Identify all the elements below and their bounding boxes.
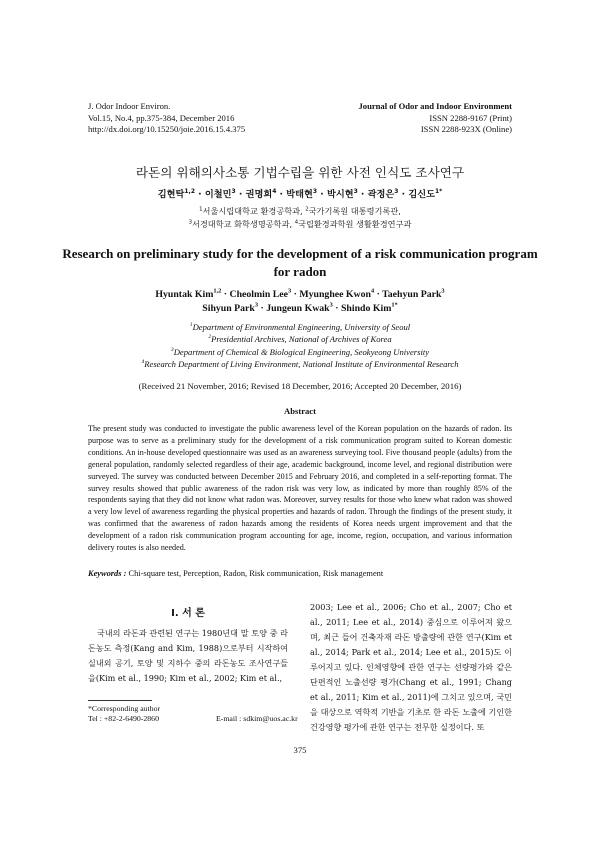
english-authors-line1: Hyuntak Kim$^{1,2}$ · Cheolmin Lee$^3$ · Myunghee Kwon$^4$ · Taehyun Park$^3$: [155, 287, 445, 300]
english-authors: [0, 288, 600, 316]
korean-affiliations: [0, 205, 600, 231]
author-name: 김현탁: [157, 189, 185, 200]
journal-header-left: [88, 101, 245, 136]
english-aff-2: $^2$Presidential Archives, National of Archives of Korea: [208, 334, 392, 345]
abstract-body: The present study was conducted to investigate the public awareness level of the Korean population on the hazards of radon. Its purpose was to serve as a preliminary study for the development of a risk communication program suited to Korean domestic conditions. An in-house developed questionnaire was used as an awareness surveying tool. Five thousand people (adults) from the general population, randomly selected regardless of their age, academic background, income level, and regional distribution were surveyed. The survey was conducted between December 2015 and February 2016, and completed in a self-reporting format. The survey results showed that public awareness of the radon risk was very low, as indicated by more than roughly 85% of the respondents saying that they did not know what radon was. Moreover, survey results for those who knew what radon was showed a very low level of awareness regarding the physical properties and hazards of radon. Through the findings of the present study, it was confirmed that the awareness of radon hazards among the residents of Korea needs urgent improvement and that the development of a radon risk communication program accounting for age, income, region, occupation, and various information delivery routes is also needed.: [88, 424, 512, 553]
author-sup: 1*: [434, 187, 443, 195]
author-sup: 1,2: [184, 187, 195, 195]
english-affiliations: [0, 321, 600, 371]
korean-authors: 김현탁$^{1,2}$ · 이철민$^3$ · 권명희$^4$ · 박태현$^3$ · 박시현$^3$ · 곽정은$^3$ · 김신도$^{1*}$: [157, 187, 443, 200]
footnote: [88, 704, 160, 724]
author-sup: 4: [272, 187, 277, 195]
body-column-right: 2003; Lee et al., 2006; Cho et al., 2007; Cho et al., 2011; Lee et al., 2014) 중심으로 이루어져 왔으며, 최근 들어 건축자재 라돈 방출량에 관한 연구(Kim et al., 2014; Park et al., 2014; Lee et al., 2015)도 이루어지고 있다. 인체영향에 관한 연구는 선량평가와 같은 단편적인 노출선량 평가(Chang et al., 1991; Chang et al., 2011; Kim et al., 2011)에 그치고 있으며, 국민을 대상으로 역학적 기반을 기초로 한 라돈 노출에 기인한 건강영향 평가에 관한 연구는 전무한 실정이다. 또: [310, 602, 512, 732]
korean-aff-line2: $^3$서경대학교 화학생명공학과, $^4$국립환경과학원 생활환경연구과: [188, 219, 412, 229]
author-name: 이철민: [204, 189, 232, 200]
author-name: 박태현: [286, 189, 313, 200]
author-name: 권명희: [245, 189, 273, 200]
keywords-list: Chi-square test, Perception, Radon, Risk communication, Risk management: [126, 569, 384, 578]
author-sup: 3: [394, 187, 399, 195]
body-column-left: 국내의 라돈과 관련된 연구는 1980년대 말 토양 중 라돈농도 측정(Kang and Kim, 1988)으로부터 시작하여 실내외 공기, 토양 및 지하수 중의 라돈농도 조사연구들을(Kim et al., 1990; Kim et al., 2002; Kim et al.,: [88, 628, 288, 683]
keywords-label: Keywords :: [88, 569, 127, 578]
corresponding-author-label: *Corresponding author: [88, 704, 161, 713]
journal-header-right: [358, 101, 512, 136]
author-sup: 3: [353, 187, 358, 195]
received-dates: (Received 21 November, 2016; Revised 18 December, 2016; Accepted 20 December, 2016): [138, 381, 462, 391]
abstract-heading: Abstract: [284, 406, 316, 416]
author-sup: 3: [312, 187, 318, 195]
author-sup: 3: [231, 187, 236, 195]
volume-info: Vol.15, No.4, pp.375-384, December 2016: [88, 112, 235, 123]
author-name: 김신도: [408, 189, 435, 200]
author-name: 곽정은: [367, 189, 395, 200]
keywords: [88, 569, 512, 578]
journal-abbrev: J. Odor Indoor Environ.: [88, 101, 171, 111]
journal-name: Journal of Odor and Indoor Environment: [358, 101, 512, 111]
corresponding-email[interactable]: E-mail : sdkim@uos.ac.kr: [216, 714, 298, 723]
english-aff-3: $^3$Department of Chemical & Biological Engineering, Seokyeong University: [170, 346, 430, 357]
korean-aff-line1: $^1$서울시립대학교 환경공학과, $^2$국가기록원 대통령기록관,: [199, 206, 401, 216]
issn-print: ISSN 2288-9167 (Print): [429, 112, 512, 123]
author-name: 박시현: [326, 189, 354, 200]
english-title: Research on preliminary study for the development of a risk communication program for radon: [62, 246, 538, 279]
section-title-introduction: I. 서 론: [171, 608, 205, 619]
english-aff-4: $^4$Research Department of Living Environment, National Institute of Environmental Research: [141, 359, 459, 370]
page-number: 375: [293, 745, 307, 755]
issn-online: ISSN 2288-923X (Online): [420, 124, 512, 134]
doi-link[interactable]: http://dx.doi.org/10.15250/joie.2016.15.4.375: [88, 124, 246, 134]
corresponding-tel: Tel : +82-2-6490-2860: [88, 714, 159, 723]
english-aff-1: $^1$Department of Environmental Engineering, University of Seoul: [189, 322, 411, 332]
footnote-divider: [88, 700, 152, 701]
korean-title: 라돈의 위해의사소통 기법수립을 위한 사전 인식도 조사연구: [135, 165, 465, 180]
english-authors-line2: Sihyun Park$^3$ · Jungeun Kwak$^3$ · Shindo Kim$^{1*}$: [202, 301, 398, 314]
